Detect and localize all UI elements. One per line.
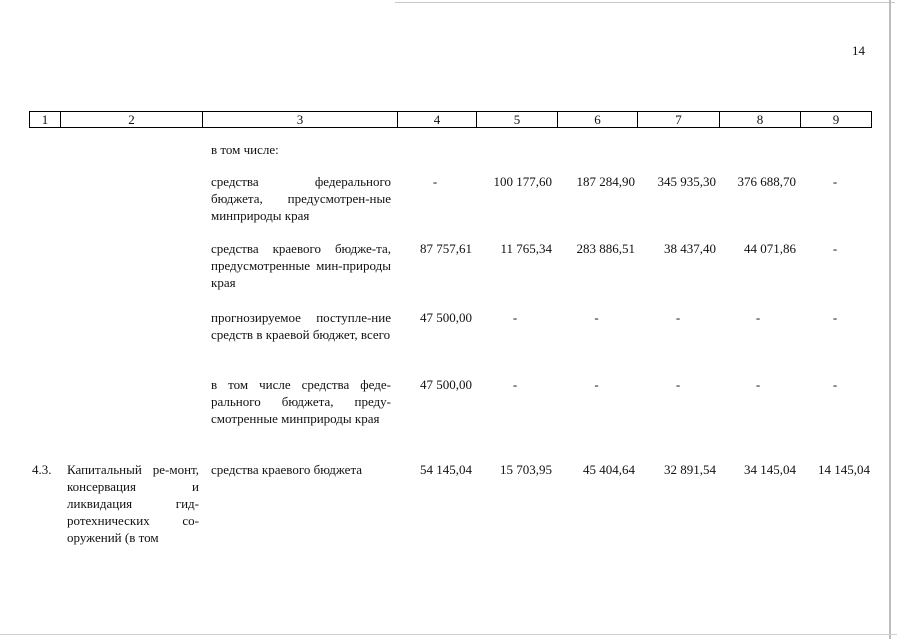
value-col-7: -	[675, 377, 681, 392]
value-col-8: 34 145,04	[744, 462, 796, 477]
item-name: Капитальный ре-монт, консервация и ликвидация гид-ротехнических со-оружений (в том	[67, 462, 199, 545]
value-col-7: -	[675, 310, 681, 325]
item-number: 4.3.	[32, 462, 52, 477]
value-col-7: 32 891,54	[664, 462, 716, 477]
scan-artifact-top	[395, 2, 895, 3]
row-description: средства федерального бюджета, предусмотрен-ные минприроды края	[211, 174, 391, 223]
header-col-4: 4	[398, 112, 477, 127]
header-col-8: 8	[720, 112, 801, 127]
value-col-9: 14 145,04	[818, 462, 870, 477]
row-description: средства краевого бюджета	[211, 462, 363, 477]
value-col-4: -	[432, 174, 438, 189]
value-col-6: -	[594, 377, 599, 392]
value-col-8: 376 688,70	[737, 174, 796, 189]
value-col-4: 87 757,61	[420, 241, 472, 256]
value-col-9: -	[832, 174, 838, 189]
page-number: 14	[852, 43, 865, 58]
value-col-4: 54 145,04	[420, 462, 472, 477]
value-col-5: -	[512, 377, 518, 392]
header-col-1: 1	[30, 112, 61, 127]
value-col-7: 345 935,30	[657, 174, 716, 189]
header-col-9: 9	[832, 112, 840, 127]
header-col-5: 5	[477, 112, 558, 127]
value-col-6: -	[594, 310, 599, 325]
value-col-5: 11 765,34	[500, 241, 552, 256]
header-col-7: 7	[638, 112, 720, 127]
value-col-6: 187 284,90	[576, 174, 635, 189]
value-col-6: 283 886,51	[576, 241, 635, 256]
value-col-6: 45 404,64	[583, 462, 635, 477]
row-description: прогнозируемое поступле-ние средств в краевой бюджет, всего	[211, 310, 391, 342]
value-col-9: -	[832, 377, 838, 392]
value-col-8: -	[755, 377, 761, 392]
value-col-7: 38 437,40	[664, 241, 716, 256]
header-col-6: 6	[558, 112, 638, 127]
value-col-8: 44 071,86	[744, 241, 796, 256]
value-col-4: 47 500,00	[420, 377, 472, 392]
row-description: в том числе:	[211, 142, 279, 157]
row-description: средства краевого бюдже-та, предусмотренные мин-природы края	[211, 241, 391, 290]
value-col-4: 47 500,00	[420, 310, 472, 325]
value-col-5: -	[512, 310, 518, 325]
table-header-row	[29, 111, 872, 128]
header-col-3: 3	[203, 112, 398, 127]
value-col-9: -	[832, 310, 838, 325]
scan-artifact-bottom	[0, 634, 897, 635]
value-col-8: -	[755, 310, 761, 325]
value-col-5: 100 177,60	[493, 174, 552, 189]
row-description: в том числе средства феде-рального бюджета, преду-смотренные минприроды края	[211, 377, 391, 426]
value-col-9: -	[832, 241, 838, 256]
value-col-5: 15 703,95	[500, 462, 552, 477]
scan-artifact-right-edge	[889, 0, 891, 639]
header-col-2: 2	[61, 112, 203, 127]
